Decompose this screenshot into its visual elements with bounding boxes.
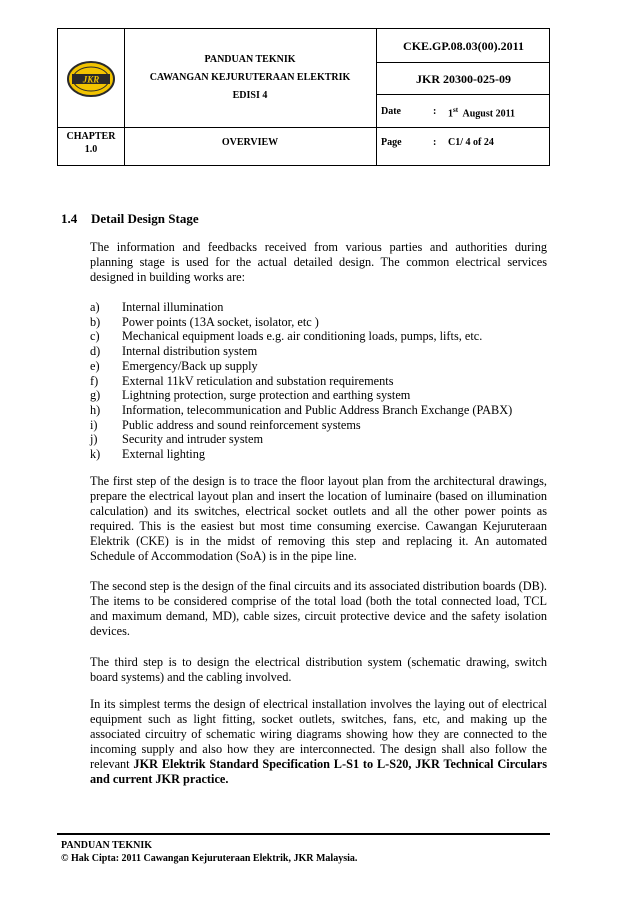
list-item-letter: e) [90,358,100,373]
logo-text: JKR [82,74,100,85]
list-item [90,418,512,433]
list-item [90,359,512,374]
list-item-text: Internal distribution system [122,344,258,359]
section-title: Detail Design Stage [91,211,199,226]
date-suffix: st [453,106,459,114]
list-item-letter: j) [90,432,98,447]
header-title-line1: PANDUAN TEKNIK [204,54,296,65]
intro-paragraph: The information and feedbacks received from various parties and authorities during planning stage is used for the actual detailed design. The common electrical services designed in building works are: [90,240,547,284]
paragraph-third-step: The third step is to design the electrical distribution system (schematic drawing, switch board systems) and the cabling involved. [90,655,547,684]
footer-rule [57,833,550,835]
date-separator: : [433,106,437,117]
list-item-letter: f) [90,373,99,388]
doc-code: CKE.GP.08.03(00).2011 [403,39,524,53]
header-divider [376,94,549,95]
list-item-letter: i) [90,417,98,432]
list-item-text: Emergency/Back up supply [122,358,258,373]
paragraph-first-step: The first step of the design is to trace the floor layout plan from the architectural drawings, prepare the electrical layout plan and insert the location of luminaire (based on illumination calculation) and its switches, electrical socket outlets and all the other power points as required. This is the easiest but most time consuming exercise. Cawangan Kejuruteraan Elektrik (CKE) is in the midst of removing this step and replacing it. An automated Schedule of Accommodation (SoA) is in the pipe line. [90,474,547,563]
list-item-text: Security and intruder system [122,432,264,447]
page-label: Page [381,137,402,148]
paragraph-second-step: The second step is the design of the final circuits and its associated distribution boards (DB). The items to be considered comprise of the total load (both the total connected load, TCL and maximum demand, MD), cable sizes, circuit protective device and the safety isolation devices. [90,579,547,638]
header-divider [58,127,549,128]
list-item-text: External lighting [122,447,205,462]
list-item-letter: a) [90,300,100,314]
standards-reference: JKR Elektrik Standard Specification L-S1 to L-S20, JKR Technical Circulars and current JKR practice. [90,757,547,786]
header-title-line3: EDISI 4 [232,90,268,101]
services-list [90,300,512,462]
list-item-text: Public address and sound reinforcement systems [122,417,361,432]
document-header [57,28,550,166]
chapter-number: 1.0 [84,144,98,155]
list-item-letter: b) [90,314,101,329]
paragraph-design-summary [90,697,547,787]
ref-code: JKR 20300-025-09 [416,72,511,86]
list-item-text: Internal illumination [122,300,224,314]
list-item [90,388,512,403]
list-item [90,315,512,330]
jkr-logo [66,59,116,99]
list-item-letter: c) [90,329,100,344]
list-item [90,329,512,344]
list-item-text: Lightning protection, surge protection and earthing system [122,388,411,403]
paragraph-design-text: In its simplest terms the design of electrical installation involves the laying out of electrical equipment such as light fitting, socket outlets, switches, fans, etc, and making up the associated circuitry of schematic wiring diagrams showing how they are connected to the incoming supply and also how they are interconnected. The design shall also follow the relevant [90,697,547,771]
list-item-letter: h) [90,402,101,417]
list-item-text: External 11kV reticulation and substation requirements [122,373,394,388]
list-item-text: Power points (13A socket, isolator, etc ) [122,314,319,329]
list-item-text: Information, telecommunication and Public Address Branch Exchange (PABX) [122,402,513,417]
list-item [90,300,512,315]
footer-copyright: © Hak Cipta: 2011 Cawangan Kejuruteraan Elektrik, JKR Malaysia. [61,853,358,864]
list-item-letter: d) [90,344,101,359]
list-item [90,432,512,447]
date-rest: August 2011 [462,108,516,120]
list-item [90,447,512,462]
chapter-title: OVERVIEW [221,137,279,148]
date-label: Date [381,106,401,117]
date-day: 1 [448,108,453,120]
list-item-letter: g) [90,388,101,403]
list-item-text: Mechanical equipment loads e.g. air conditioning loads, pumps, lifts, etc. [122,329,483,344]
section-heading [61,211,199,227]
list-item [90,374,512,389]
list-item-letter: k) [90,447,101,462]
header-title-line2: CAWANGAN KEJURUTERAAN ELEKTRIK [149,72,351,83]
footer-title: PANDUAN TEKNIK [61,840,153,851]
chapter-label: CHAPTER [66,131,116,142]
header-divider [376,62,549,63]
date-value [448,106,515,119]
section-number: 1.4 [61,211,78,226]
list-item [90,344,512,359]
page-number: C1/ 4 of 24 [448,137,494,148]
list-item [90,403,512,418]
page-separator: : [433,137,437,148]
